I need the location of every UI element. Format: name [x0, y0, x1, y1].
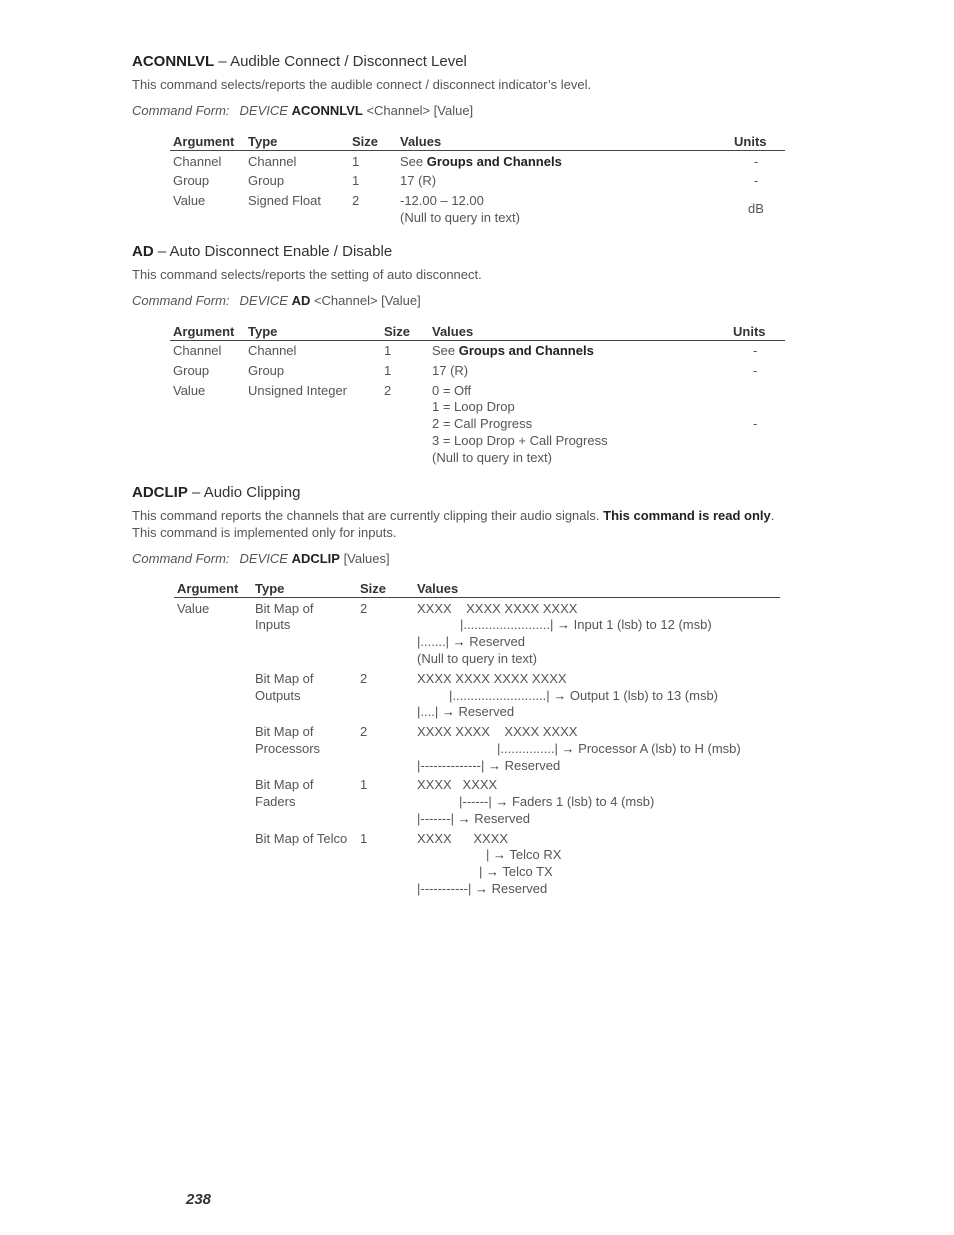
cell-type: Bit Map of [255, 724, 314, 739]
cell-size: 1 [384, 343, 392, 358]
arrow-right-icon: → [557, 741, 579, 756]
header-units: Units [733, 324, 766, 339]
command-form-label: Command Form: [132, 103, 230, 118]
cell-value-option: 0 = Off [432, 383, 472, 398]
bitmap-bracket [479, 863, 553, 880]
bracket-dots: |........................| [460, 617, 554, 632]
header-argument: Argument [173, 134, 235, 149]
arguments-table-ad [170, 323, 786, 473]
bracket-dots: |...............| [497, 741, 558, 756]
cell-type: Bit Map of [255, 671, 314, 686]
description-text: This command reports the channels that are currently clipping their audio signals. [132, 508, 604, 523]
bitmap-meaning: Telco TX [502, 864, 553, 879]
title-separator: – [153, 243, 170, 260]
cell-type-line2: Outputs [255, 688, 301, 703]
bitmap-bracket [417, 703, 514, 720]
cell-size: 1 [360, 831, 368, 846]
command-form-device: DEVICE [239, 293, 288, 308]
cell-units: - [753, 343, 758, 358]
cell-value-null-note: (Null to query in text) [432, 450, 552, 465]
cell-type-line2: Faders [255, 794, 296, 809]
cell-type: Signed Float [248, 193, 321, 208]
cell-units: - [753, 363, 758, 378]
header-rule [170, 150, 785, 151]
cell-type-line2: Inputs [255, 617, 291, 632]
title-separator: – [187, 484, 204, 501]
section-title [132, 243, 822, 261]
bitmap-meaning: Reserved [474, 811, 530, 826]
cell-type: Unsigned Integer [248, 383, 348, 398]
cell-type: Channel [248, 154, 297, 169]
section-title [132, 53, 822, 71]
command-title: Audio Clipping [203, 484, 301, 501]
cell-size: 2 [360, 671, 368, 686]
bitmap-bracket [486, 846, 561, 863]
cell-type: Group [248, 363, 285, 378]
see-text: See [432, 343, 459, 358]
header-type: Type [248, 324, 278, 339]
arguments-table-aconnlvl [170, 133, 786, 233]
command-title: Auto Disconnect Enable / Disable [169, 243, 393, 260]
bitmap-pattern: XXXX XXXX XXXX XXXX [417, 601, 578, 616]
command-name: ACONNLVL [132, 53, 215, 70]
section-adclip [132, 484, 822, 567]
bracket-bar: | [486, 847, 490, 862]
cell-type-line2: Processors [255, 741, 321, 756]
cell-type: Bit Map of [255, 777, 314, 792]
command-form-device: DEVICE [239, 551, 288, 566]
cell-size: 1 [360, 777, 368, 792]
command-title: Audible Connect / Disconnect Level [230, 53, 467, 70]
bitmap-bracket [417, 880, 547, 897]
cell-value-null-note: (Null to query in text) [417, 651, 537, 666]
header-units: Units [734, 134, 767, 149]
cell-value-option: 2 = Call Progress [432, 416, 533, 431]
cell-value-option: 3 = Loop Drop + Call Progress [432, 433, 608, 448]
command-form-label: Command Form: [132, 293, 230, 308]
header-type: Type [248, 134, 278, 149]
bracket-dashes: |-----------| [417, 881, 472, 896]
command-form [132, 102, 822, 119]
arrow-right-icon: → [454, 811, 475, 826]
cell-values [400, 153, 562, 170]
description-text-line2: This command is implemented only for inputs. [132, 525, 397, 540]
section-ad [132, 243, 822, 309]
arguments-table-adclip [174, 580, 784, 900]
header-type: Type [255, 581, 285, 596]
bitmap-bracket [460, 616, 712, 633]
bitmap-meaning: Reserved [491, 881, 548, 896]
cell-units: - [754, 173, 759, 188]
arrow-right-icon: → [449, 634, 470, 649]
cell-values [432, 342, 594, 359]
bracket-dots: |....| [417, 704, 439, 719]
header-values: Values [432, 324, 474, 339]
bracket-bar: | [479, 864, 483, 879]
bitmap-meaning: Reserved [504, 758, 561, 773]
bracket-dashes: |-------| [417, 811, 455, 826]
bracket-dashes: |------| [459, 794, 492, 809]
cell-value-option: 1 = Loop Drop [432, 399, 515, 414]
cell-type: Group [248, 173, 285, 188]
header-size: Size [352, 134, 379, 149]
bitmap-pattern: XXXX XXXX [417, 777, 498, 792]
bitmap-bracket [497, 740, 741, 757]
header-size: Size [360, 581, 387, 596]
cell-argument: Value [173, 193, 206, 208]
page-number: 238 [186, 1191, 212, 1208]
cell-units: - [753, 416, 758, 431]
section-title [132, 484, 822, 502]
bitmap-meaning: Telco RX [509, 847, 562, 862]
bitmap-meaning: Output 1 (lsb) to 13 (msb) [569, 688, 719, 703]
cell-values: -12.00 – 12.00 [400, 193, 484, 208]
cell-size: 1 [352, 173, 360, 188]
bitmap-meaning: Reserved [458, 704, 515, 719]
header-rule [170, 340, 785, 341]
bracket-dots: |..........................| [449, 688, 550, 703]
header-size: Size [384, 324, 411, 339]
command-form-cmd: ADCLIP [291, 551, 340, 566]
cell-units: - [754, 154, 759, 169]
bitmap-bracket [417, 810, 530, 827]
arrow-right-icon: → [553, 617, 574, 632]
bitmap-pattern: XXXX XXXX XXXX XXXX [417, 724, 578, 739]
bitmap-bracket [417, 633, 525, 650]
cell-argument: Channel [173, 154, 222, 169]
cell-values-null-note: (Null to query in text) [400, 210, 520, 225]
section-description: This command selects/reports the setting of auto disconnect. [132, 267, 482, 282]
header-values: Values [400, 134, 442, 149]
command-form [132, 550, 822, 567]
command-name: ADCLIP [132, 484, 188, 501]
cell-size: 2 [360, 601, 368, 616]
bitmap-bracket [449, 687, 718, 704]
command-form-args: [Values] [339, 551, 390, 566]
section-description [132, 507, 822, 541]
arrow-right-icon: → [471, 881, 492, 896]
command-form-cmd: ACONNLVL [291, 103, 363, 118]
bracket-dashes: |--------------| [417, 758, 485, 773]
header-argument: Argument [173, 324, 235, 339]
title-separator: – [214, 53, 231, 70]
arrow-right-icon: → [484, 758, 505, 773]
cell-values: 17 (R) [400, 173, 437, 188]
section-description: This command selects/reports the audible connect / disconnect indicator’s level. [132, 77, 592, 92]
cell-size: 1 [384, 363, 392, 378]
cell-size: 2 [360, 724, 368, 739]
bitmap-meaning: Faders 1 (lsb) to 4 (msb) [511, 794, 655, 809]
arrow-right-icon: → [482, 864, 503, 879]
command-form-label: Command Form: [132, 551, 230, 566]
header-rule [174, 597, 780, 598]
cell-argument: Value [173, 383, 206, 398]
bitmap-meaning: Input 1 (lsb) to 12 (msb) [573, 617, 712, 632]
arrow-right-icon: → [489, 847, 510, 862]
command-form-device: DEVICE [239, 103, 288, 118]
section-aconnlvl [132, 53, 822, 119]
cell-units: dB [748, 201, 764, 216]
bracket-dots: |.......| [417, 634, 450, 649]
arrow-right-icon: → [549, 688, 570, 703]
header-values: Values [417, 581, 459, 596]
cell-size: 2 [384, 383, 392, 398]
command-form [132, 292, 822, 309]
cell-type: Bit Map of Telco [255, 831, 348, 846]
cell-argument: Value [177, 601, 210, 616]
description-period: . [770, 508, 775, 523]
bitmap-bracket [417, 757, 560, 774]
cell-argument: Group [173, 173, 210, 188]
groups-and-channels-reference: Groups and Channels [458, 343, 594, 358]
command-name: AD [132, 243, 154, 260]
groups-and-channels-reference: Groups and Channels [426, 154, 562, 169]
bitmap-bracket [459, 793, 654, 810]
header-argument: Argument [177, 581, 239, 596]
cell-type: Channel [248, 343, 297, 358]
arrow-right-icon: → [491, 794, 512, 809]
cell-argument: Channel [173, 343, 222, 358]
arrow-right-icon: → [438, 704, 459, 719]
cell-type: Bit Map of [255, 601, 314, 616]
cell-values: 17 (R) [432, 363, 469, 378]
see-text: See [400, 154, 427, 169]
bitmap-meaning: Processor A (lsb) to H (msb) [578, 741, 741, 756]
cell-argument: Group [173, 363, 210, 378]
bitmap-pattern: XXXX XXXX [417, 831, 509, 846]
cell-size: 1 [352, 154, 360, 169]
command-form-args: <Channel> [Value] [362, 103, 474, 118]
command-form-args: <Channel> [Value] [310, 293, 421, 308]
cell-size: 2 [352, 193, 360, 208]
bitmap-meaning: Reserved [469, 634, 525, 649]
bitmap-pattern: XXXX XXXX XXXX XXXX [417, 671, 567, 686]
read-only-note: This command is read only [603, 508, 771, 523]
command-form-cmd: AD [291, 293, 311, 308]
